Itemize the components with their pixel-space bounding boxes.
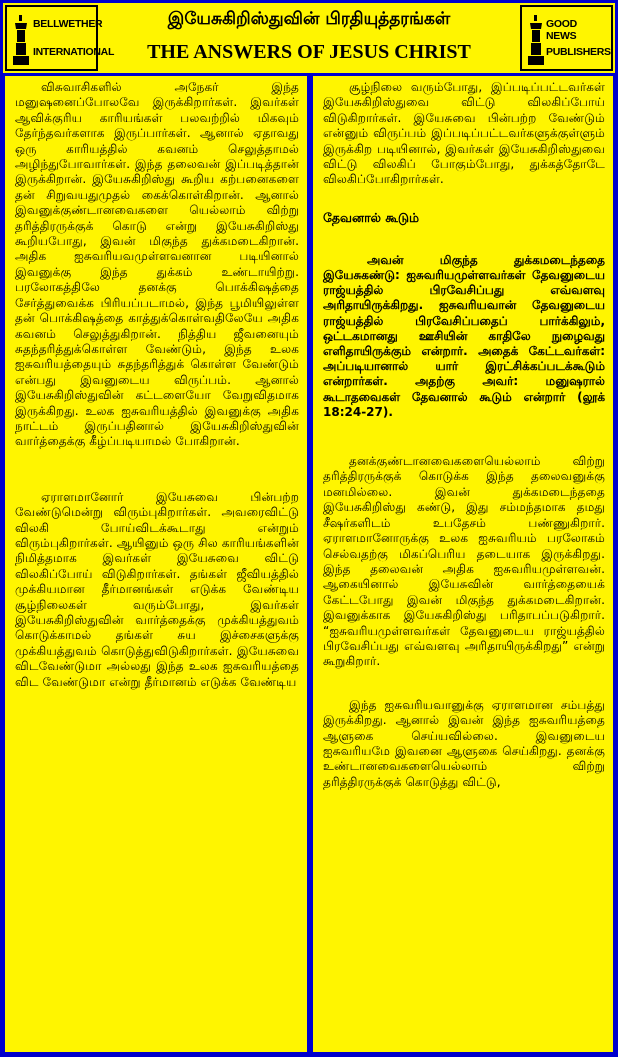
bellwether-logo [5,5,115,71]
paragraph: தனக்குண்டானவைகளையெல்லாம் விற்று தரித்திரருக்குக் கொடுக்க இந்த தலைவனுக்கு மனமில்லை. இவன் துக்கமடைந்ததை இயேசுகிறிஸ்து கண்டு, இது சம்மந்தமாக தமது சீஷர்களிடம் உபதேசம் பண்ணுகிறார். ஏராளமானோருக்கு உலக ஐசுவரியம் பரலோகம் செல்வதற்கு மிகப்பெரிய தடையாக இருக்கிறது. இந்த தலைவன் அதிக ஐசுவரியமுள்ளவன். ஆகையினால் இயேசுவின் வார்த்தையைக் கேட்டபோது இவன் மிகுந்த துக்கமடைகிறான். இவனுக்காக இயேசுகிறிஸ்து பரிதாபப்படுகிறார். “ஐசுவரியமுள்ளவர்கள் தேவனுடைய ராஜ்யத்தில் பிரவேசிப்பது எவ்வளவு அரிதாயிருக்கிறது” என்று கூறுகிறார். [323,454,605,669]
left-column [5,76,307,1052]
scripture-quote: அவன் மிகுந்த துக்கமடைந்ததை இயேசுகண்டு: ஐசுவரியமுள்ளவர்கள் தேவனுடைய ராஜ்யத்தில் பிரவேசிப்பது எவ்வளவு அரிதாயிருக்கிறது. ஐசுவரியவான் தேவனுடைய ராஜ்யத்தில் பிரவேசிப்பதைப் பார்க்கிலும், ஒட்டகமானது ஊசியின் காதிலே நுழைவது எளிதாயிருக்கும் என்றார். அதைக் கேட்டவர்கள்: அப்படியானால் யார் இரட்சிக்கப்படக்கூடும் என்றார்கள். அதற்கு அவர்: மனுஷரால் கூடாதவைகள் தேவனால் கூடும் என்றார் (லூக் 18:24-27). [323,252,605,419]
good-news-logo [520,5,613,71]
tower-icon [526,15,546,67]
paragraph: சூழ்நிலை வரும்போது, இப்படிப்பட்டவர்கள் இயேசுகிறிஸ்துவை விட்டு விலகிப்போய் விடுகிறார்கள். இயேசுவை பின்பற்ற வேண்டும் என்னும் விருப்பம் இப்படிப்பட்டவர்களுக்குள்ளும் இருக்கிற படியினால், இவர்கள் இயேசுகிறிஸ்துவை விட்டு விலகிப் போகும்போது, துக்கத்தோடே விலகிப்போகிறார்கள். [323,80,605,187]
title-tamil: இயேசுகிறிஸ்துவின் பிரதியுத்தரங்கள் [167,9,451,29]
logo-line2: INTERNATIONAL [33,46,115,58]
logo-line1: BELLWETHER [33,18,103,30]
title-english: THE ANSWERS OF JESUS CHRIST [147,41,471,63]
right-column [313,76,613,1052]
section-heading: தேவனால் கூடும் [323,209,420,225]
tower-icon [11,15,31,67]
logo-line1: GOOD NEWS [546,18,577,42]
paragraph: விசுவாசிகளில் அநேகர் இந்த மனுஷனைப்போலவே இருக்கிறார்கள். இவர்கள் ஆவிக்குரிய காரியங்கள் பலவற்றில் மிகவும் தேர்ந்தவர்களாக இருப்பார்கள். ஆனால் ஏதாவது ஒரு காரியத்தில் கவனம் செலுத்தாமல் அழிந்துபோவார்கள். இந்த தலைவன் இப்படித்தான் இருக்கிறான். இயேசுகிறிஸ்து கூறிய கற்பனைகளை தன் சிறுவயதுமுதல் கைக்கொள்கிறான். ஆனால் இவனுக்குண்டானவைகளை யெல்லாம் விற்று தரித்திரருக்குக் கொடு என்று இயேசுகிறிஸ்து கூறியபோது, இவன் மிகுந்த துக்கமடைகிறான். அதிக ஐசுவரியவமுள்ளவனான படியினால் இவனுக்கு இந்த துக்கம் உண்டாயிற்று. பரலோகத்திலே தனக்கு பொக்கிஷத்தை சேர்த்துவைக்க பிரியப்படாமல், இந்த பூமியிலுள்ள தன் பொக்கிஷத்தை காத்துக்கொள்வதிலேயே அதிக கவனம் செலுத்துகிறான். நித்திய ஜீவனையும் சுதந்தரித்துக்கொள்ள வேண்டும், இந்த உலக ஐசுவரியத்தையும் சுதந்தரித்துக் கொள்ள வேண்டும் என்பது இவனுடைய விருப்பம். ஆனால் இயேசுகிறிஸ்துவின் கட்டளையோ வேறுவிதமாக இருக்கிறது. உலக ஐசுவரியத்தில் இவனுக்கு அதிக நாட்டம் இருப்பதினால் இயேசுகிறிஸ்துவின் வார்த்தைக்கு கீழ்ப்படியாமல் போகிறான். [15,80,299,449]
logo-line2: PUBLISHERS [546,46,611,58]
paragraph: இந்த ஐசுவரியவானுக்கு ஏராளமான சம்பத்து இருக்கிறது. ஆனால் இவன் இந்த ஐசுவரியத்தை ஆளுகை செய்யவில்லை. இவனுடைய ஐசுவரியமே இவனை ஆளுகை செய்கிறது. தனக்கு உண்டானவைகளையெல்லாம் விற்று தரித்திரருக்குக் கொடுத்து விட்டு, [323,697,605,789]
paragraph: ஏராளமானோர் இயேசுவை பின்பற்ற வேண்டுமென்று விரும்புகிறார்கள். அவரைவிட்டு விலகி போய்விடக்கூடாது என்றும் விரும்புகிறார்கள். ஆயினும் ஒரு சில காரியங்களின் நிமித்தமாக இவர்கள் இயேசுவை விட்டு விலகிப்போய் விடுகிறார்கள். தங்கள் ஜீவியத்தில் முக்கியமான தீர்மானங்கள் எடுக்க வேண்டிய சூழ்நிலைகள் வரும்போது, இவர்கள் இயேசுகிறிஸ்துவின் வார்த்தைக்கு முக்கியத்துவம் கொடுக்காமல் தங்கள் சுய இச்சைகளுக்கு முக்கியத்துவம் கொடுத்துவிடுகிறார்கள். இயேசுவை விடவேண்டுமா அல்லது இந்த உலக ஐசுவரியத்தை விட வேண்டுமா என்று தீர்மானம் எடுக்க வேண்டிய [15,489,299,689]
page-header [3,3,615,73]
